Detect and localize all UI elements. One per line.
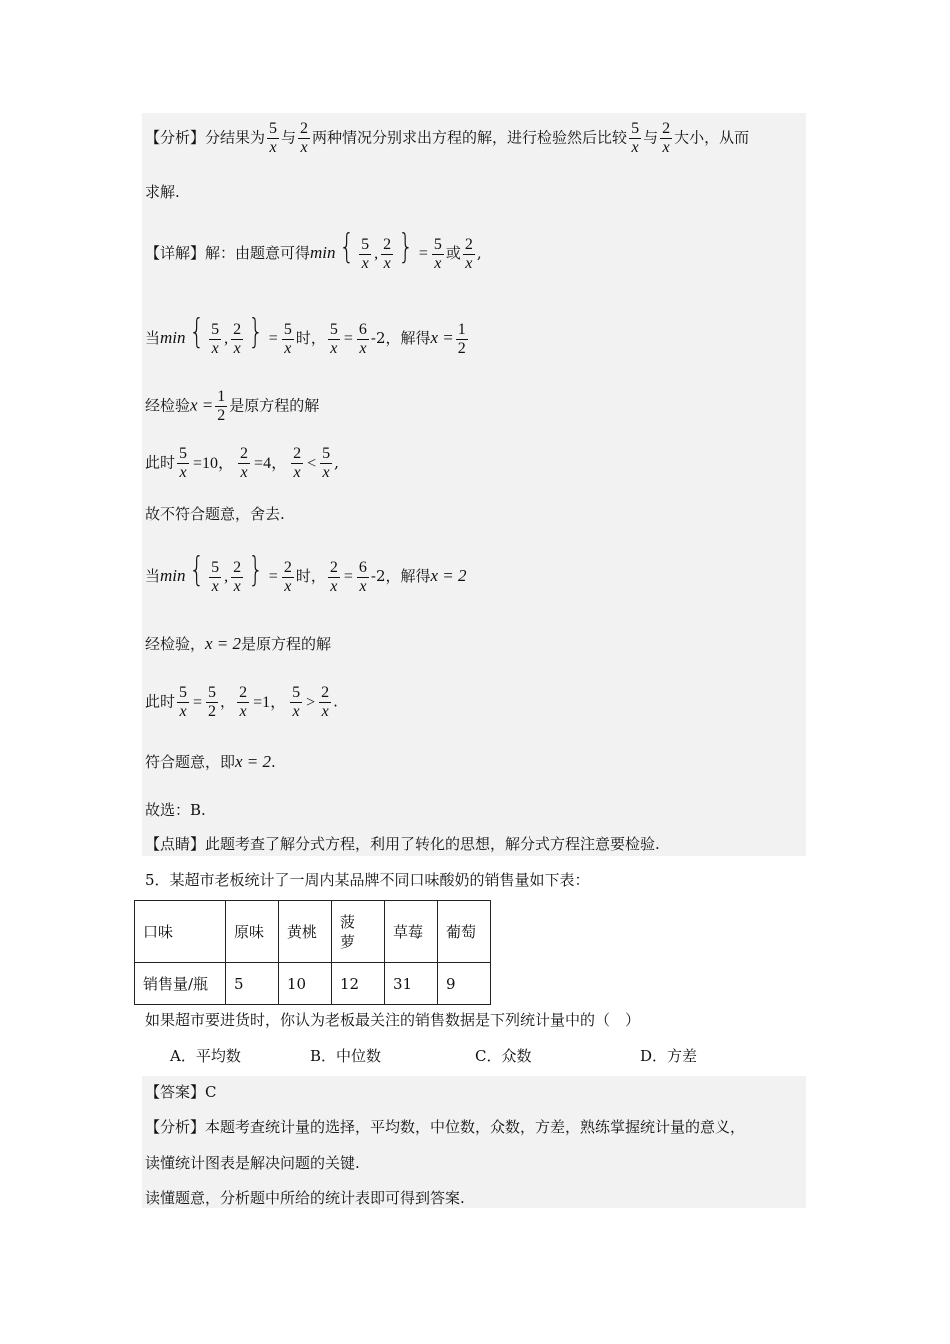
then1-line: 此时 $\frac{5}{x}$ =10， $\frac{2}{x}$ =4， $\frac{2}{x}$ < $\frac{5}{x}$ , (145, 445, 339, 481)
table-cell: 5 (226, 963, 279, 1005)
option-d: D．方差 (640, 1047, 698, 1065)
analysis2-line-1: 【分析】本题考查统计量的选择，平均数，中位数，众数，方差，熟练掌握统计量的意义， (145, 1118, 746, 1136)
table-row (135, 963, 491, 1005)
table-cell: 10 (279, 963, 332, 1005)
q5-question: 如果超市要进货时，你认为老板最关注的销售数据是下列统计量中的（ ） (145, 1011, 641, 1029)
analysis2-line-3: 读懂题意，分析题中所给的统计表即可得到答案. (145, 1189, 465, 1207)
analysis-line: 【分析】分结果为 $\frac{5}{x}$ 与 $\frac{2}{x}$ 两种情况分别求出方程的解，进行检验然后比较 $\frac{5}{x}$ 与 $\frac{2}{x}$ 大小，从而 (145, 120, 750, 156)
answer-line: 【答案】C (145, 1083, 217, 1101)
choose-line: 故选：B. (145, 801, 206, 819)
case2-line: 当min{ $\frac{5}{x}$ , $\frac{2}{x}$ } = $\frac{2}{x}$ 时， $\frac{2}{x}$ = $\frac{6}{x}$ -2，解得x = 2 (145, 550, 467, 595)
table-row (135, 901, 491, 963)
detail-line: 【详解】解：由题意可得min{ $\frac{5}{x}$ , $\frac{2}{x}$ } = $\frac{5}{x}$ 或 $\frac{2}{x}$ , (145, 227, 482, 272)
case1-line: 当min{ $\frac{5}{x}$ , $\frac{2}{x}$ } = $\frac{5}{x}$ 时， $\frac{5}{x}$ = $\frac{6}{x}$ -2，解得x = $\frac{1}{2}$ (145, 312, 466, 357)
analysis-line-2: 求解. (145, 183, 180, 201)
sales-table (134, 900, 491, 1005)
check2-line: 经检验，x = 2是原方程的解 (145, 634, 332, 653)
option-a: A．平均数 (170, 1047, 241, 1065)
table-cell: 黄桃 (279, 901, 332, 963)
analysis2-line-2: 读懂统计图表是解决问题的关键. (145, 1154, 360, 1172)
table-cell: 9 (438, 963, 491, 1005)
comment-line: 【点睛】此题考查了解分式方程，利用了转化的思想，解分式方程注意要检验. (145, 835, 660, 853)
conform-line: 符合题意，即x = 2. (145, 752, 276, 771)
then2-line: 此时 $\frac{5}{x}$ = $\frac{5}{2}$ ， $\frac{2}{x}$ =1， $\frac{5}{x}$ > $\frac{2}{x}$ . (145, 684, 338, 720)
table-cell: 草莓 (385, 901, 438, 963)
table-cell: 原味 (226, 901, 279, 963)
option-b: B．中位数 (310, 1047, 382, 1065)
reject-line: 故不符合题意，舍去. (145, 505, 285, 523)
table-cell: 31 (385, 963, 438, 1005)
check1-line: 经检验x = $\frac{1}{2}$ 是原方程的解 (145, 388, 320, 424)
table-cell: 菠萝 (332, 901, 385, 963)
solution-block-q4 (142, 113, 806, 856)
table-cell: 葡萄 (438, 901, 491, 963)
table-cell: 12 (332, 963, 385, 1005)
option-c: C．众数 (475, 1047, 532, 1065)
q5-stem: 5．某超市老板统计了一周内某品牌不同口味酸奶的销售量如下表： (145, 871, 590, 889)
table-cell: 口味 (135, 901, 226, 963)
table-cell: 销售量/瓶 (135, 963, 226, 1005)
